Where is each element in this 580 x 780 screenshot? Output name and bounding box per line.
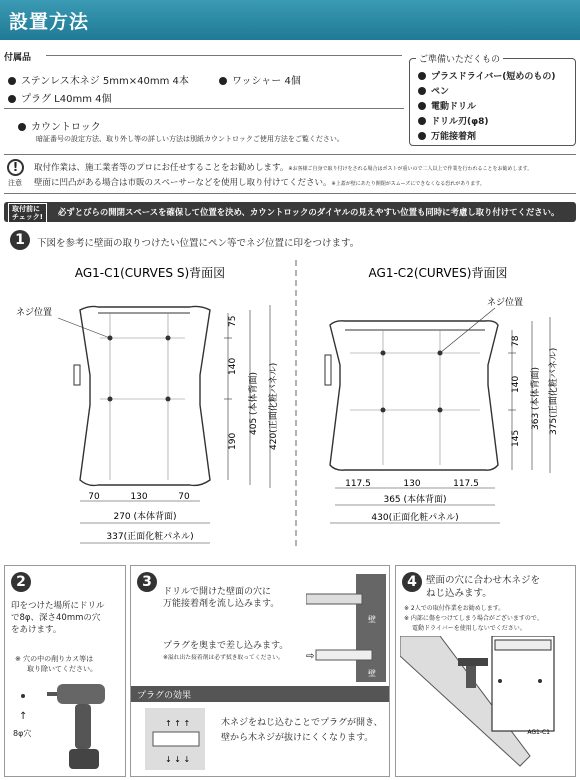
bullet-icon (418, 132, 426, 140)
plug-illustration (306, 628, 386, 682)
caution-line: 取付作業は、施工業者等のプロにお任せすることをお勧めします。※お客様ご自身で取り付けをされる場合はポストが重いので二人以上で作業を行われることをお勧めします。 (34, 163, 533, 173)
bullet-icon (219, 77, 227, 85)
accessory-item: プラグ L40mm 4個 (8, 90, 112, 105)
step-number: 1 (10, 230, 30, 250)
bullet-icon (8, 95, 16, 103)
effect-title: プラグの効果 (137, 691, 192, 701)
svg-text:405 (本体背面): 405 (本体背面) (249, 371, 259, 435)
screw-position-label: ネジ位置 (16, 308, 53, 318)
step4-notes: ※ 2人での取付作業をお勧めします。 ※ 内部に傷をつけてしまう場合がございますので、 電動ドライバーを使用しないでください。 (404, 605, 543, 632)
check-tag: 取付前に チェック! (8, 203, 47, 223)
mounting-illustration (400, 636, 572, 774)
svg-text:↑ ↑ ↑: ↑ ↑ ↑ (165, 719, 191, 728)
svg-text:↓ ↓ ↓: ↓ ↓ ↓ (165, 755, 191, 764)
bullet-icon (18, 123, 26, 131)
screw-point (108, 397, 113, 402)
svg-text:145: 145 (511, 429, 521, 447)
prepare-item: 万能接着剤 (418, 129, 476, 142)
svg-text:365 (本体背面): 365 (本体背面) (383, 495, 447, 505)
screw-point (166, 336, 171, 341)
caution-label: 注意 (8, 179, 22, 187)
svg-text:363 (本体背面): 363 (本体背面) (531, 366, 541, 430)
step3-text-a: ドリルで開けた壁面の穴に 万能接着剤を流し込みます。 (163, 587, 280, 609)
svg-text:430(正面化粧パネル): 430(正面化粧パネル) (371, 513, 459, 523)
svg-text:壁: 壁 (368, 615, 376, 624)
divider (4, 108, 404, 109)
svg-text:420(正面化粧パネル): 420(正面化粧パネル) (269, 362, 279, 450)
step2-text: 印をつけた場所にドリル で8φ、深さ40mmの穴 をあけます。 (11, 601, 105, 635)
prepare-item: ペン (418, 84, 449, 97)
accessory-item: ステンレス木ネジ 5mm×40mm 4本 (8, 72, 189, 87)
caution-line: 壁面に凹凸がある場合は市販のスペーサーなどを使用し取り付けてください。※上蓋が壁にあたり開閉がスムーズにできなくなる恐れがあります。 (34, 178, 485, 188)
step-number: 2 (11, 572, 31, 592)
screw-point (381, 408, 386, 413)
hole-icon (21, 694, 25, 698)
hole-label: 8φ穴 (13, 729, 32, 738)
plug-effect-icon (145, 708, 205, 770)
svg-text:140: 140 (511, 375, 521, 393)
step4-panel (395, 565, 576, 777)
prepare-label: ご準備いただくもの (416, 52, 503, 65)
check-banner (4, 202, 576, 222)
svg-text:78: 78 (511, 335, 521, 347)
svg-text:70: 70 (88, 492, 100, 502)
step-number: 4 (402, 572, 422, 592)
step2-note: ※ 穴の中の削りカス等は 取り除いてください。 (15, 655, 97, 673)
effect-text: 木ネジをねじ込むことでプラグが開き、 壁から木ネジが抜けにくくなります。 (221, 718, 383, 743)
page-header (0, 0, 580, 40)
countlock-note: 暗証番号の設定方法、取り外し等の詳しい方法は別紙カウントロックご使用方法をご覧ください。 (36, 135, 344, 143)
svg-text:117.5: 117.5 (345, 479, 371, 489)
accessory-item: ワッシャー 4個 (219, 72, 301, 87)
post-rear-view-c2 (325, 321, 498, 470)
divider (46, 55, 402, 56)
caution-section (4, 154, 576, 194)
accessories-section (4, 50, 404, 150)
prepare-item: ドリル刃(φ8) (418, 114, 489, 127)
svg-text:AG1-C1: AG1-C1 (527, 729, 550, 736)
rear-view-diagrams (0, 255, 580, 555)
bullet-icon (418, 117, 426, 125)
svg-text:190: 190 (228, 432, 238, 450)
svg-text:270 (本体背面): 270 (本体背面) (113, 512, 177, 522)
step1-text: 下図を参考に壁面の取りつけたい位置にペン等でネジ位置に印をつけます。 (37, 238, 360, 249)
prepare-item: プラスドライバー(短めのもの) (418, 69, 556, 82)
drill-icon (43, 676, 123, 774)
step3-note: ※溢れ出た接着剤は必ず拭き取ってください。 (163, 655, 284, 661)
svg-text:117.5: 117.5 (453, 479, 479, 489)
diagram-title: AG1-C2(CURVES)背面図 (368, 266, 508, 280)
arrow-right-icon: ⇨ (306, 651, 315, 662)
svg-text:140: 140 (228, 357, 238, 375)
prepare-section (409, 55, 576, 146)
step4-text: 壁面の穴に合わせ木ネジを ねじ込みます。 (426, 575, 541, 599)
bullet-icon (418, 72, 426, 80)
countlock-title: カウントロック (18, 118, 101, 133)
banner-text: 必ずとびらの開閉スペースを確保して位置を決め、カウントロックのダイヤルの見えやすい位置も同時に考慮し取り付けてください。 (58, 207, 560, 217)
svg-text:337(正面化粧パネル): 337(正面化粧パネル) (106, 532, 194, 542)
screw-point (166, 397, 171, 402)
step3-panel (130, 565, 390, 777)
prepare-item: 電動ドリル (418, 99, 476, 112)
post-rear-view-s (74, 306, 210, 485)
svg-text:375(正面化粧パネル): 375(正面化粧パネル) (549, 347, 559, 435)
accessories-label: 付属品 (4, 53, 32, 63)
step3-text-b: プラグを奥まで差し込みます。 (163, 641, 289, 651)
page-title: 設置方法 (9, 11, 90, 33)
glue-illustration (306, 574, 386, 628)
screw-point (381, 351, 386, 356)
screw-position-label: ネジ位置 (487, 298, 524, 308)
svg-text:70: 70 (178, 492, 190, 502)
screw-point (438, 408, 443, 413)
step-number: 3 (137, 572, 157, 592)
diagram-title: AG1-C1(CURVES S)背面図 (74, 266, 226, 280)
svg-text:壁: 壁 (368, 669, 376, 678)
step2-panel (4, 565, 126, 777)
svg-text:75: 75 (228, 315, 238, 327)
bullet-icon (418, 102, 426, 110)
bullet-icon (8, 77, 16, 85)
bullet-icon (418, 87, 426, 95)
svg-text:130: 130 (130, 492, 148, 502)
warning-icon: ! (7, 159, 24, 176)
arrow-up-icon: ↑ (19, 711, 28, 722)
svg-text:130: 130 (403, 479, 421, 489)
effect-title-bar (131, 686, 389, 702)
